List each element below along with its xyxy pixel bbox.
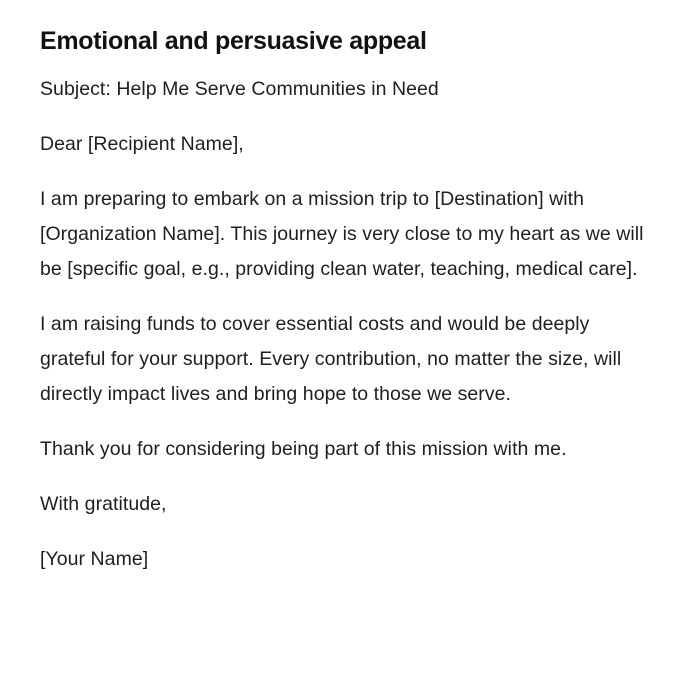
body-paragraph-thanks: Thank you for considering being part of this mission with me. <box>40 438 567 460</box>
subject-line: Subject: Help Me Serve Communities in Need <box>40 78 439 100</box>
body-paragraph-intro: I am preparing to embark on a mission trip to [Destination] with [Organization Name]. This journey is very close to my heart as we will be [specific goal, e.g., providing clean water, teaching, medical care]. <box>40 188 644 280</box>
closing-line: With gratitude, <box>40 493 167 515</box>
body-paragraph-appeal: I am raising funds to cover essential costs and would be deeply grateful for your support. Every contribution, no matter the size, will directly impact lives and bring hope to those we serve. <box>40 313 622 405</box>
document-title: Emotional and persuasive appeal <box>40 27 427 55</box>
signature-line: [Your Name] <box>40 548 149 570</box>
greeting: Dear [Recipient Name], <box>40 133 244 155</box>
